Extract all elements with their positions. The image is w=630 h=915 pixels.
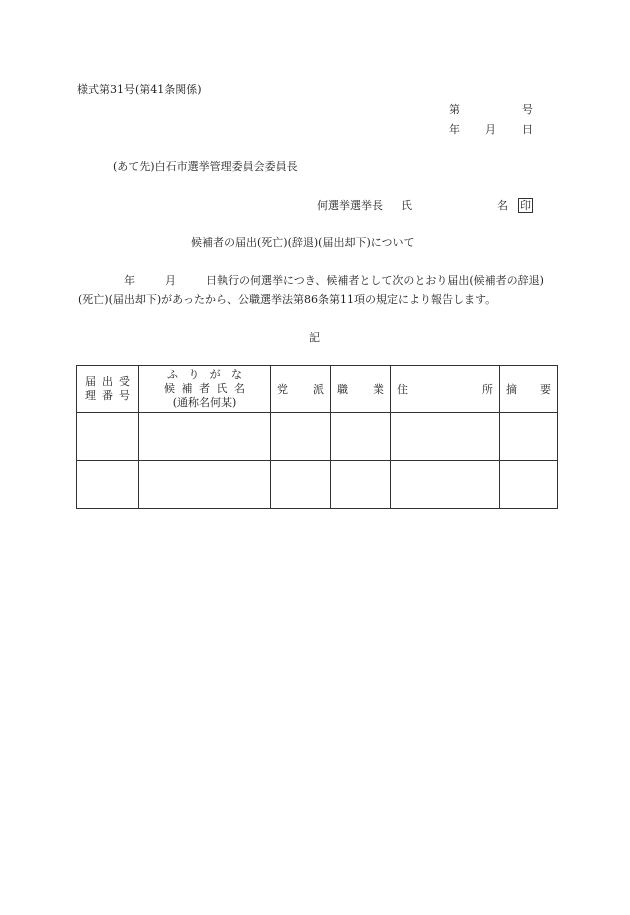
table-row xyxy=(77,413,558,461)
sender-title: 何選挙選挙長 xyxy=(317,199,383,212)
table-cell[interactable] xyxy=(139,461,271,509)
sender-mei: 名 xyxy=(497,199,508,212)
addressee: (あて先)白石市選挙管理委員会委員長 xyxy=(113,160,298,173)
sender-shi: 氏 xyxy=(401,199,412,212)
table-cell[interactable] xyxy=(391,413,500,461)
table-cell[interactable] xyxy=(77,413,139,461)
header-address: 住 所 xyxy=(391,366,500,413)
date-month: 月 xyxy=(485,123,496,136)
table-header-row xyxy=(77,366,558,413)
date-year: 年 xyxy=(449,123,460,136)
subject: 候補者の届出(死亡)(辞退)(届出却下)について xyxy=(191,236,415,249)
table-cell[interactable] xyxy=(271,461,331,509)
table-cell[interactable] xyxy=(271,413,331,461)
header-remarks: 摘 要 xyxy=(500,366,558,413)
header-receipt-number: 届 出 受 理 番 号 xyxy=(77,366,139,413)
body-text: 日執行の何選挙につき、候補者として次のとおり届出(候補者の辞退)(死亡)(届出却下)があったから、公職選挙法第86条第11項の規定により報告します。 xyxy=(78,274,544,306)
date-day: 日 xyxy=(522,123,533,136)
table-cell[interactable] xyxy=(77,461,139,509)
table-cell[interactable] xyxy=(139,413,271,461)
body-paragraph xyxy=(78,271,558,309)
header-occupation: 職 業 xyxy=(331,366,391,413)
table-cell[interactable] xyxy=(331,461,391,509)
table-cell[interactable] xyxy=(500,413,558,461)
table-cell[interactable] xyxy=(500,461,558,509)
form-number: 様式第31号(第41条関係) xyxy=(77,83,202,96)
document-number-go: 号 xyxy=(522,103,533,116)
body-month: 月 xyxy=(165,274,176,287)
table-cell[interactable] xyxy=(391,461,500,509)
body-year: 年 xyxy=(124,274,135,287)
header-candidate-name: ふ り が な 候 補 者 氏 名 (通称名何某) xyxy=(139,366,271,413)
header-party: 党 派 xyxy=(271,366,331,413)
ki-label: 記 xyxy=(309,331,320,344)
report-table xyxy=(76,365,558,509)
table-cell[interactable] xyxy=(331,413,391,461)
table-row xyxy=(77,461,558,509)
document-number-dai: 第 xyxy=(449,103,460,116)
seal-mark: 印 xyxy=(520,199,531,212)
